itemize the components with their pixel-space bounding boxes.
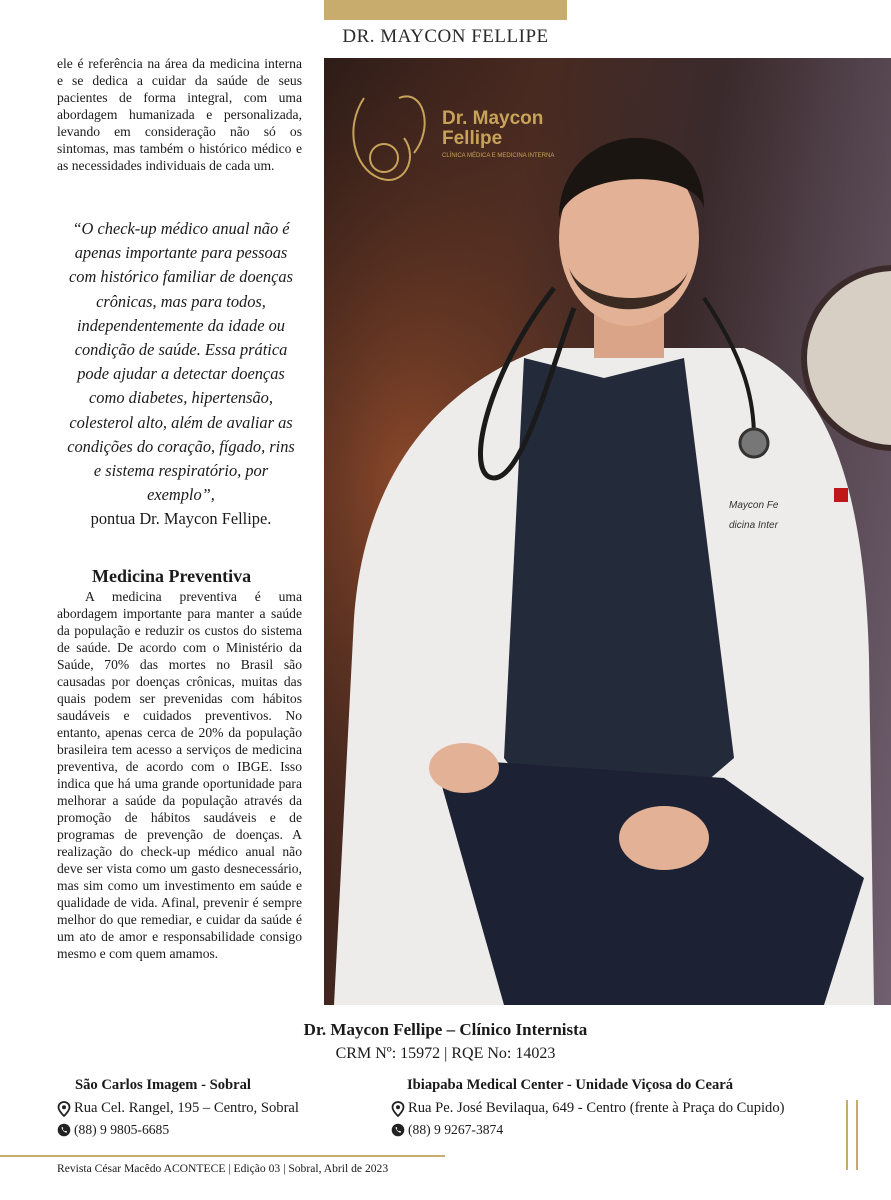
whatsapp-icon — [391, 1123, 405, 1137]
coat-name-1: Maycon Fe — [729, 500, 779, 511]
map-pin-icon — [391, 1101, 405, 1117]
location-name: São Carlos Imagem - Sobral — [75, 1077, 251, 1093]
section-title: Medicina Preventiva — [92, 566, 252, 586]
location-address-line — [391, 1098, 785, 1119]
location-phone-line — [391, 1119, 785, 1140]
logo-line2: Fellipe — [442, 128, 503, 149]
footer-gold-line — [0, 1155, 445, 1157]
caption-doctor-name: Dr. Maycon Fellipe – Clínico Internista — [303, 1020, 588, 1039]
location-phone: (88) 9 9267-3874 — [408, 1121, 504, 1137]
location-name: Ibiapaba Medical Center - Unidade Viçosa do Ceará — [407, 1077, 734, 1093]
intro-paragraph: ele é referência na área da medicina interna e se dedica a cuidar da saúde de seus pacientes de forma integral, com uma abordagem humanizada e personalizada, levando em consideração não só os sintomas, mas também o histórico médico e as necessidades individuais de cada um. — [57, 56, 302, 173]
pull-quote — [62, 217, 300, 532]
logo-tagline: CLÍNICA MÉDICA E MEDICINA INTERNA — [442, 153, 555, 159]
location-address-line — [57, 1098, 299, 1119]
page-number-ornament — [842, 1100, 864, 1170]
header-gold-bar — [324, 0, 567, 20]
coat-name-2: dicina Inter — [729, 520, 778, 531]
caption-crm: CRM Nº: 15972 | RQE No: 14023 — [335, 1045, 556, 1062]
quote-attribution: pontua Dr. Maycon Fellipe. — [90, 509, 272, 529]
location-address: Rua Pe. José Bevilaqua, 649 - Centro (frente à Praça do Cupido) — [408, 1100, 785, 1116]
location-card-2 — [391, 1077, 785, 1140]
page-header-title: DR. MAYCON FELLIPE — [342, 26, 549, 47]
doctor-photo — [324, 58, 891, 1005]
red-cross-icon — [834, 488, 848, 502]
footer-text: Revista César Macêdo ACONTECE | Edição 03 | Sobral, Abril de 2023 — [57, 1162, 389, 1175]
map-pin-icon — [57, 1101, 71, 1117]
section-body: A medicina preventiva é uma abordagem importante para manter a saúde da população e reduzir os custos do sistema de saúde. De acordo com o Ministério da Saúde, 70% das mortes no Brasil são causadas por doenças crônicas, muitas das quais podem ser prevenidas com hábitos saudáveis e cuidados preventivos. No entanto, apenas cerca de 20% da população brasileira tem acesso a serviços de medicina preventiva, de acordo com o IBGE. Isso indica que há uma grande oportunidade para melhorar a saúde da população através da promoção de hábitos saudáveis e de programas de prevenção de doenças. A realização do check-up médico anual não deve ser vista como um gasto desnecessário, mas sim como um investimento em saúde e qualidade de vida. Afinal, prevenir é sempre melhor do que remediar, e cuidar da saúde é um ato de amor e responsabilidade consigo mesmo e com quem amamos. — [57, 589, 302, 961]
location-phone-line — [57, 1119, 299, 1140]
whatsapp-icon — [57, 1123, 71, 1137]
quote-text: “O check-up médico anual não é apenas importante para pessoas com histórico familiar de doenças crônicas, mas para todos, independentemente da idade ou condição de saúde. Essa prática pode ajudar a detectar doenças como diabetes, hipertensão, colesterol alto, além de avaliar as condições do coração, fígado, rins e sistema respiratório, por exemplo”, — [67, 219, 295, 505]
logo-line1: Dr. Maycon — [442, 108, 544, 129]
doctor-illustration — [324, 58, 891, 1005]
location-card-1 — [57, 1077, 299, 1140]
right-hand — [619, 806, 709, 870]
location-phone: (88) 9 9805-6685 — [74, 1121, 170, 1137]
location-address: Rua Cel. Rangel, 195 – Centro, Sobral — [74, 1100, 299, 1116]
left-hand — [429, 743, 499, 793]
